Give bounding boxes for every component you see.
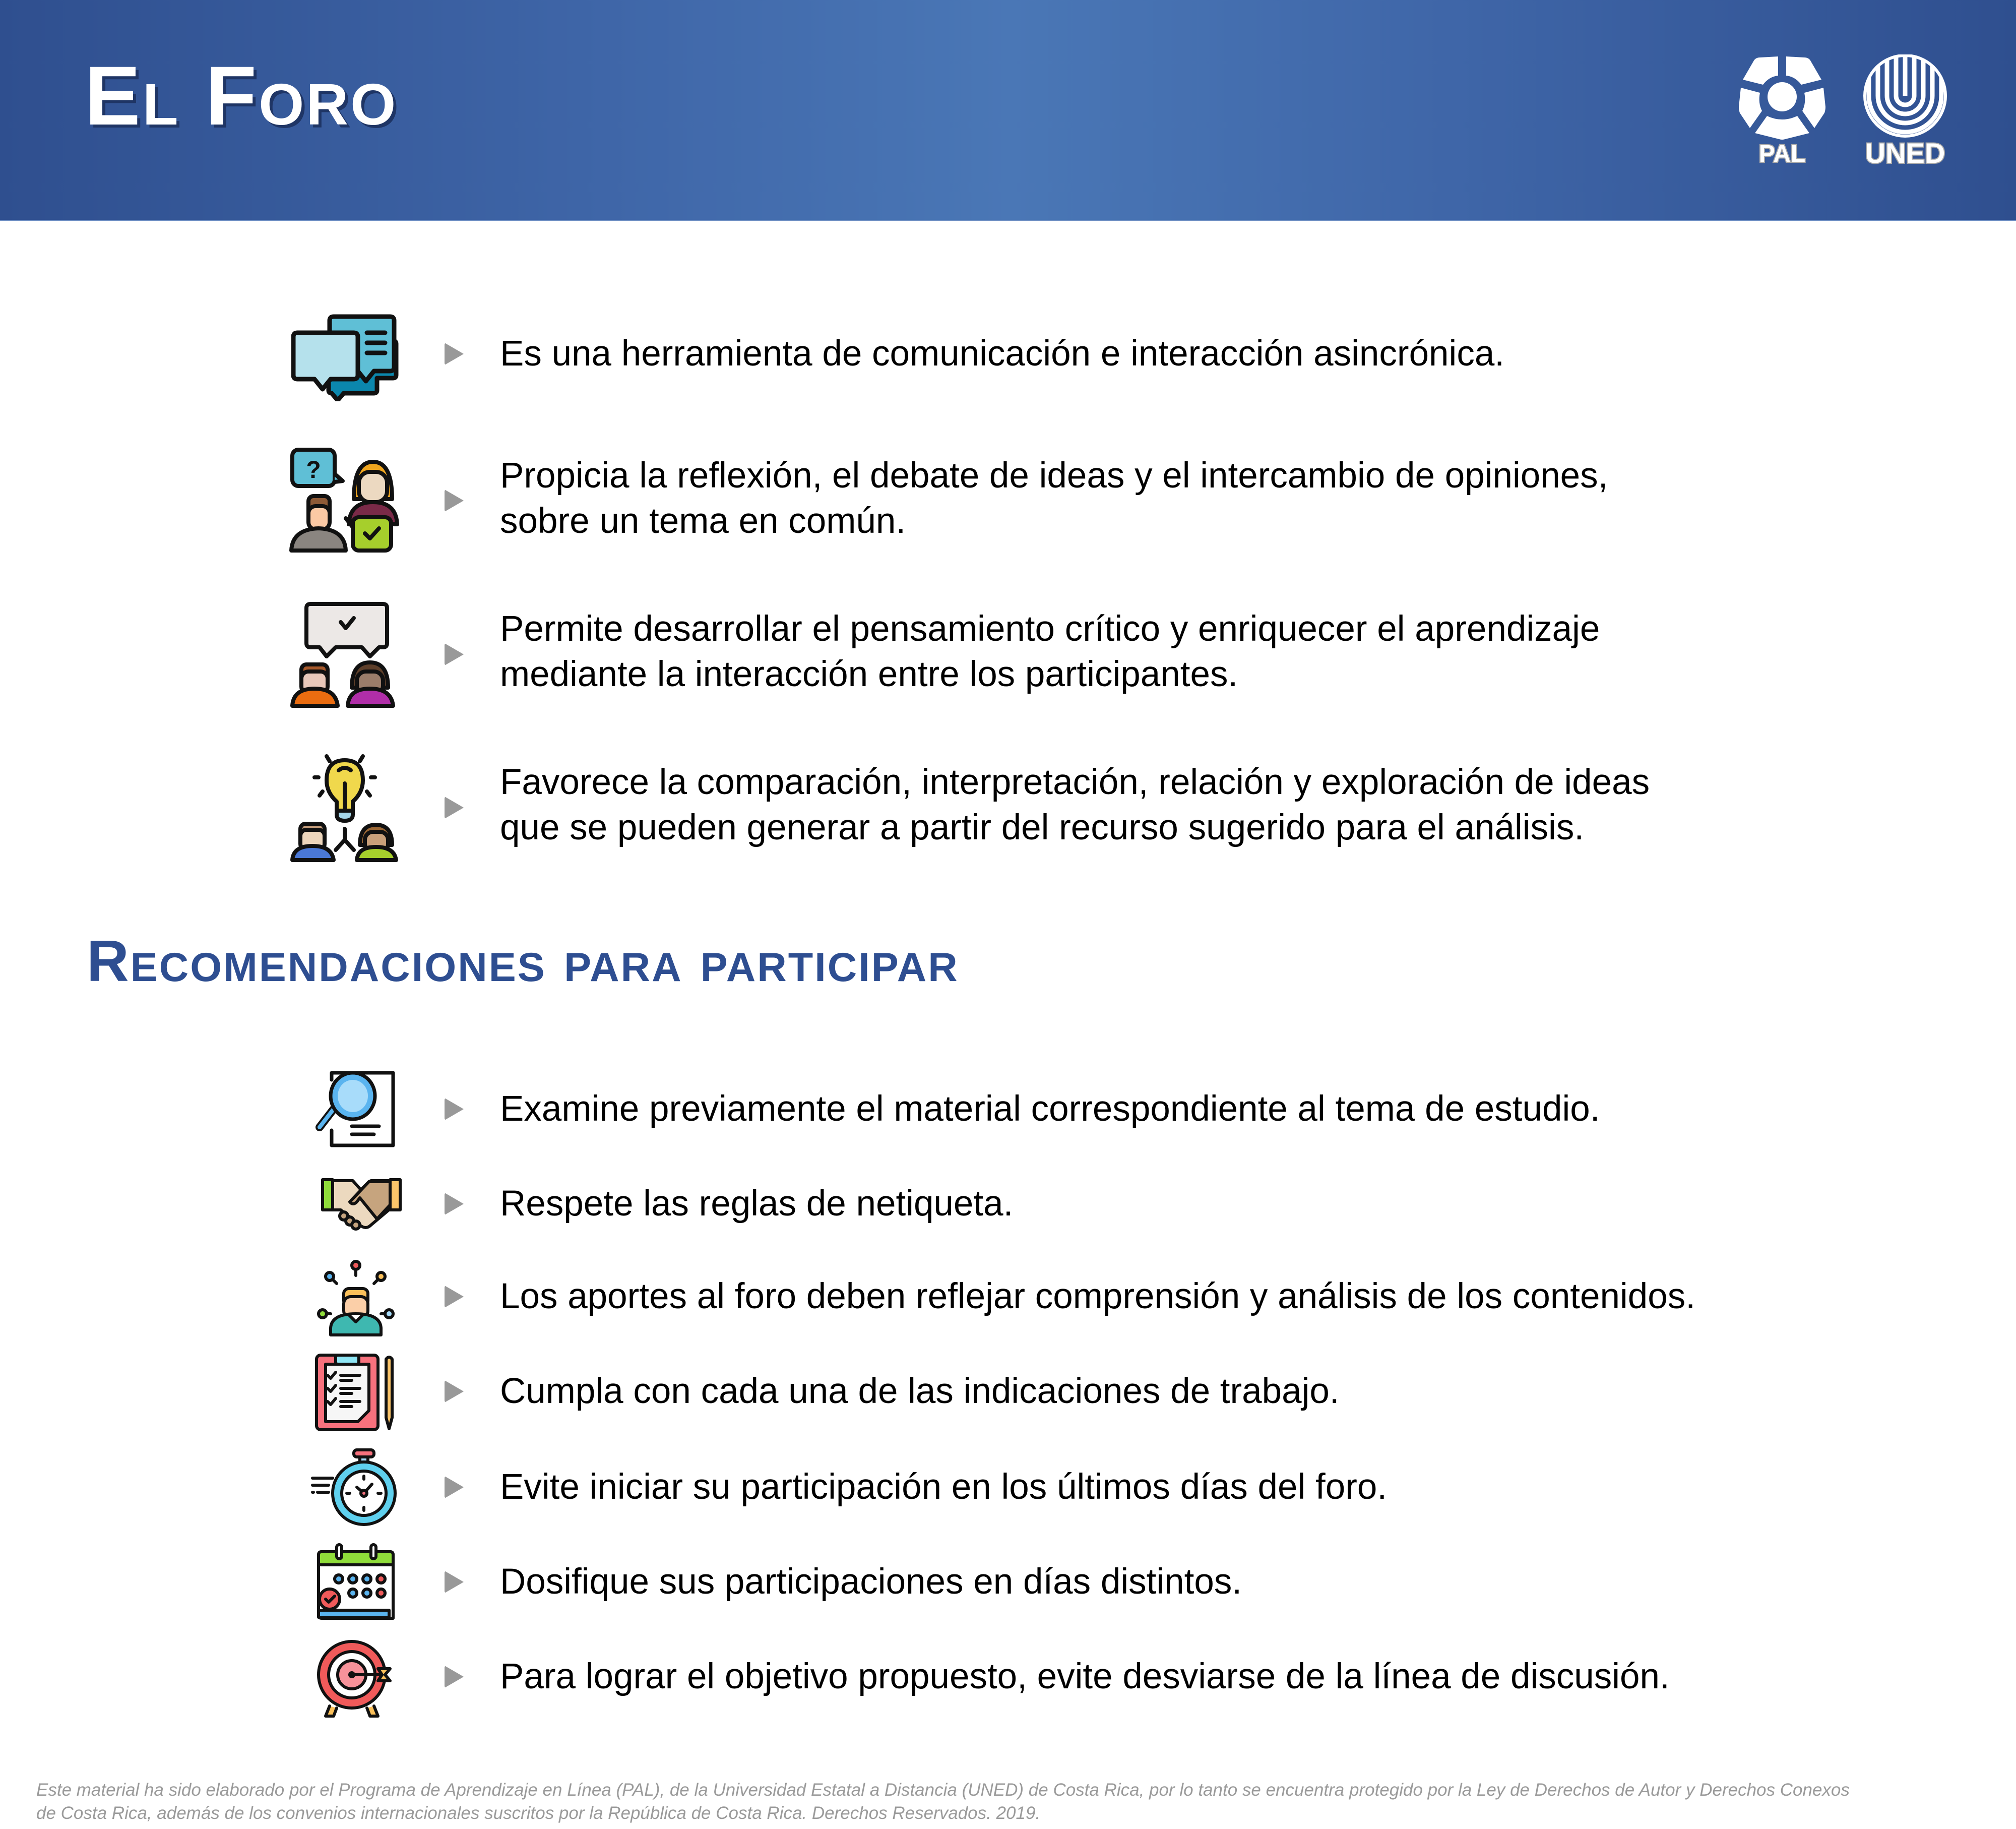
bullet-arrow-icon [445, 1193, 464, 1215]
chat-bubbles-icon [291, 313, 399, 401]
about-item [0, 750, 2016, 866]
about-item-text: Permite desarrollar el pensamiento crítico y enriquecer el aprendizaje mediante la interacción entre los participantes. [500, 609, 1600, 694]
recommendation-text: Dosifique sus participaciones en días distintos. [500, 1562, 1242, 1602]
recommendation-item [0, 1257, 2016, 1338]
agreement-people-icon [289, 600, 400, 708]
about-item [0, 444, 2016, 560]
recommendation-text: Para lograr el objetivo propuesto, evite desviarse de la línea de discusión. [500, 1657, 1670, 1696]
recommendation-item [0, 1543, 2016, 1623]
calendar-icon [314, 1543, 396, 1623]
bullet-arrow-icon [445, 1476, 464, 1498]
recommendation-item [0, 1070, 2016, 1148]
thinking-person-icon [311, 1258, 400, 1337]
bullet-arrow-icon [445, 490, 464, 512]
about-item-text: Favorece la comparación, interpretación, relación y exploración de ideas que se pueden generar a partir del recurso sugerido para el análisis. [500, 762, 1650, 847]
idea-sharing-icon [289, 753, 400, 862]
bullet-arrow-icon [445, 1286, 464, 1308]
recommendation-text: Examine previamente el material correspondiente al tema de estudio. [500, 1089, 1600, 1129]
recommendation-text: Respete las reglas de netiqueta. [500, 1184, 1014, 1224]
bullet-arrow-icon [445, 343, 464, 365]
bullet-arrow-icon [445, 1571, 464, 1593]
recommendation-item [0, 1448, 2016, 1529]
recommendation-item [0, 1637, 2016, 1718]
section-heading: Recomendaciones para participar [87, 928, 959, 994]
uned-logo [1860, 54, 1950, 167]
handshake-icon [321, 1177, 402, 1232]
bullet-arrow-icon [445, 1666, 464, 1688]
recommendation-item [0, 1353, 2016, 1432]
page-title: El Foro [85, 49, 398, 143]
svg-text:?: ? [306, 457, 321, 483]
pal-emblem-icon [1739, 56, 1825, 140]
about-item-text: Es una herramienta de comunicación e interacción asincrónica. [500, 334, 1505, 374]
about-item-text: Propicia la reflexión, el debate de ideas y el intercambio de opiniones, sobre un tema en común. [500, 456, 1608, 541]
pal-logo [1739, 56, 1825, 167]
about-item [0, 313, 2016, 403]
recommendation-item [0, 1175, 2016, 1235]
bullet-arrow-icon [445, 797, 464, 819]
pal-logo-label: PAL [1758, 141, 1806, 167]
bullet-arrow-icon [445, 1098, 464, 1120]
target-icon [314, 1637, 397, 1718]
about-item [0, 597, 2016, 713]
recommendation-text: Los aportes al foro deben reflejar comprensión y análisis de los contenidos. [500, 1276, 1695, 1316]
recommendation-text: Cumpla con cada una de las indicaciones de trabajo. [500, 1371, 1340, 1411]
bullet-arrow-icon [445, 1380, 464, 1403]
discussion-people-icon [288, 447, 400, 555]
footer-line: de Costa Rica, además de los convenios internacionales suscritos por la República de Costa Rica. Derechos Reservados. 2019. [36, 1803, 1041, 1823]
uned-emblem-icon [1860, 54, 1950, 138]
stopwatch-icon [310, 1448, 399, 1529]
document-search-icon [314, 1070, 396, 1148]
copyright-footer [36, 1779, 1992, 1825]
header-banner [0, 0, 2016, 221]
clipboard-checklist-icon [314, 1353, 397, 1432]
recommendation-text: Evite iniciar su participación en los últimos días del foro. [500, 1467, 1388, 1507]
uned-logo-label: UNED [1865, 137, 1945, 169]
footer-line: Este material ha sido elaborado por el Programa de Aprendizaje en Línea (PAL), de la Universidad Estatal a Distancia (UNED) de Costa Rica, por lo tanto se encuentra protegido por la Ley de Derechos de Autor y Derechos Conexos [36, 1780, 1850, 1800]
bullet-arrow-icon [445, 643, 464, 665]
